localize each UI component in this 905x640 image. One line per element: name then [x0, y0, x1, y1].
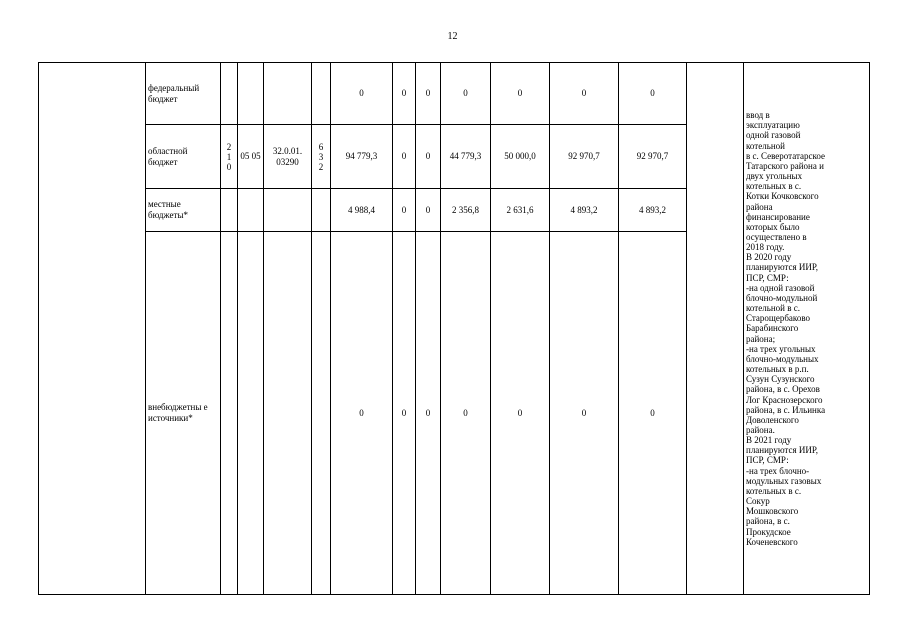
note-line: эксплуатацию — [746, 120, 800, 131]
code-char: 3 — [318, 151, 324, 162]
value-cell: 4 893,2 — [550, 189, 619, 232]
code-b — [238, 232, 264, 595]
note-line: района, в с. Орехов — [746, 384, 820, 395]
note-line: модульных газовых — [746, 475, 822, 486]
value-cell: 0 — [393, 232, 416, 595]
code-c — [264, 232, 312, 595]
value-cell: 0 — [441, 232, 491, 595]
note-line: Татарского района и — [746, 160, 824, 171]
code-d — [312, 189, 331, 232]
value-cell: 2 631,6 — [491, 189, 550, 232]
code-char: 2 — [226, 141, 232, 152]
note-line: планируются ИИР, — [746, 262, 818, 273]
table-row — [39, 63, 870, 125]
note-line: осуществлено в — [746, 232, 807, 243]
note-line: блочно-модульной — [746, 292, 818, 303]
value-cell: 0 — [491, 63, 550, 125]
value-cell: 0 — [416, 63, 441, 125]
code-char: 2 — [318, 161, 324, 172]
code-b: 05 05 — [238, 125, 264, 189]
value-cell: 92 970,7 — [619, 125, 687, 189]
value-cell: 0 — [416, 232, 441, 595]
note-line: котельной в с. — [746, 303, 800, 314]
note-line: района, в с. — [746, 516, 790, 527]
note-line: Барабинского — [746, 323, 799, 334]
page-number: 12 — [447, 31, 458, 42]
note-line: Сокур — [746, 496, 770, 507]
note-line: -на трех угольных — [746, 343, 816, 354]
code-a — [221, 232, 238, 595]
code-char: 0 — [226, 161, 232, 172]
funding-source: федеральный бюджет — [146, 63, 221, 125]
note-line: В 2020 году — [746, 252, 792, 263]
value-cell: 94 779,3 — [331, 125, 393, 189]
code-c — [264, 189, 312, 232]
code-b — [238, 189, 264, 232]
value-cell: 0 — [491, 232, 550, 595]
code-a — [221, 125, 238, 189]
note-line: Мошковского — [746, 506, 799, 517]
funding-source: местные бюджеты* — [146, 189, 221, 232]
note-line: Доволенского — [746, 414, 799, 425]
value-cell: 0 — [393, 125, 416, 189]
note-line: котельных в р.п. — [746, 364, 809, 375]
code-a — [221, 189, 238, 232]
note-line: 2018 году. — [746, 242, 785, 253]
note-line: -на одной газовой — [746, 282, 815, 293]
value-cell: 0 — [416, 125, 441, 189]
value-cell: 92 970,7 — [550, 125, 619, 189]
note-line: -на трех блочно- — [746, 465, 810, 476]
note-line: Котки Кочковского — [746, 191, 819, 202]
note-line: района — [746, 201, 773, 212]
note-line: Коченевского — [746, 536, 798, 547]
code-char: 6 — [318, 141, 324, 152]
value-cell: 0 — [416, 189, 441, 232]
funding-source: внебюджетны е источники* — [146, 232, 221, 595]
note-line: одной газовой — [746, 130, 801, 141]
code-d — [312, 232, 331, 595]
funding-source: областной бюджет — [146, 125, 221, 189]
note-line: которых было — [746, 221, 800, 232]
value-cell: 44 779,3 — [441, 125, 491, 189]
value-cell: 0 — [619, 232, 687, 595]
value-cell: 4 988,4 — [331, 189, 393, 232]
note-line: района. — [746, 424, 775, 435]
value-cell: 0 — [441, 63, 491, 125]
budget-table — [38, 62, 870, 595]
code-c: 32.0.01. 03290 — [264, 125, 312, 189]
note-text — [746, 110, 867, 547]
empty-left-cell — [39, 63, 146, 595]
note-line: блочно-модульных — [746, 353, 819, 364]
value-cell: 0 — [331, 232, 393, 595]
code-d — [312, 125, 331, 189]
note-line: котельной — [746, 140, 785, 151]
value-cell: 50 000,0 — [491, 125, 550, 189]
code-a — [221, 63, 238, 125]
code-d — [312, 63, 331, 125]
note-line: планируются ИИР, — [746, 445, 818, 456]
code-c — [264, 63, 312, 125]
note-line: ввод в — [746, 110, 770, 121]
note-line: двух угольных — [746, 171, 803, 182]
note-line: Сузун Сузунского — [746, 374, 815, 385]
note-line: В 2021 году — [746, 435, 792, 446]
note-line: котельных в с. — [746, 181, 802, 192]
note-line: Лог Краснозерского — [746, 394, 823, 405]
value-cell: 0 — [393, 189, 416, 232]
empty-right-cell — [687, 63, 744, 595]
value-cell: 0 — [550, 232, 619, 595]
note-line: котельных в с. — [746, 485, 802, 496]
value-cell: 2 356,8 — [441, 189, 491, 232]
code-b — [238, 63, 264, 125]
code-char: 1 — [226, 151, 232, 162]
note-line: финансирование — [746, 211, 810, 222]
note-line: в с. Северотатарское — [746, 150, 826, 161]
value-cell: 0 — [393, 63, 416, 125]
value-cell: 0 — [550, 63, 619, 125]
note-line: ПСР, СМР: — [746, 455, 789, 466]
note-line: Прокудское — [746, 526, 791, 537]
note-cell — [744, 63, 870, 595]
note-line: Старощербаково — [746, 313, 811, 324]
note-line: ПСР, СМР: — [746, 272, 789, 283]
value-cell: 4 893,2 — [619, 189, 687, 232]
value-cell: 0 — [331, 63, 393, 125]
note-line: района; — [746, 333, 776, 344]
note-line: района, в с. Ильинка — [746, 404, 826, 415]
value-cell: 0 — [619, 63, 687, 125]
